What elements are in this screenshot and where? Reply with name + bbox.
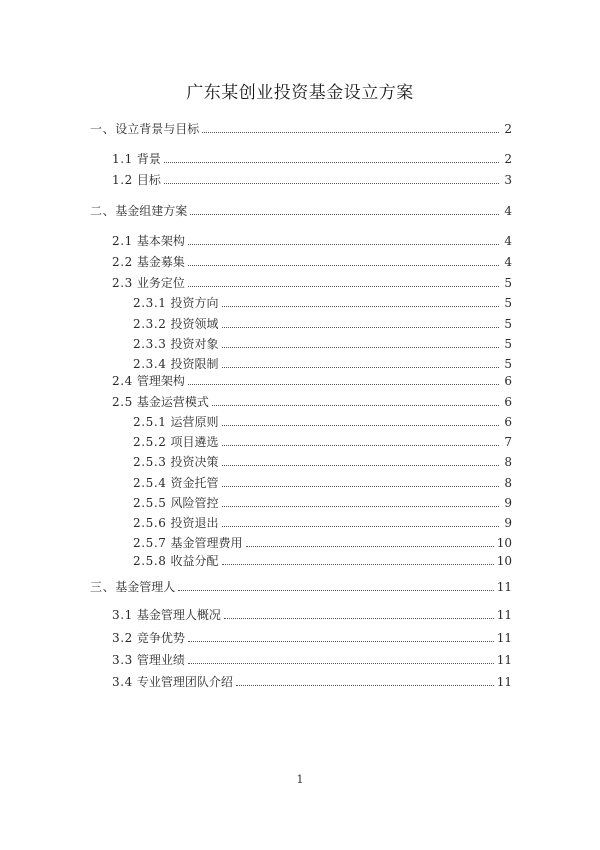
- toc-entry[interactable]: [133, 475, 512, 491]
- toc-dot-leader: [164, 182, 499, 184]
- toc-entry-page: 10: [496, 536, 512, 550]
- toc-entry-number: 1.1: [112, 152, 133, 166]
- toc-entry[interactable]: [133, 454, 512, 470]
- toc-entry-number: 2.5.7: [133, 536, 167, 550]
- toc-entry-page: 5: [504, 337, 512, 351]
- toc-entry[interactable]: [133, 295, 512, 311]
- toc-dot-leader: [236, 684, 494, 686]
- toc-entry[interactable]: [133, 495, 512, 511]
- toc-entry[interactable]: [133, 336, 512, 352]
- toc-dot-leader: [188, 640, 494, 642]
- toc-entry-number: 2.3: [112, 276, 133, 290]
- toc-dot-leader: [222, 485, 499, 487]
- document-title: 广东某创业投资基金设立方案: [186, 83, 414, 103]
- toc-entry[interactable]: [112, 674, 512, 690]
- toc-dot-leader: [188, 383, 499, 385]
- toc-entry-label: 基金管理人概况: [136, 608, 221, 622]
- toc-entry[interactable]: [133, 414, 512, 430]
- toc-dot-leader: [188, 243, 499, 245]
- toc-entry-page: 5: [504, 276, 512, 290]
- toc-entry-page: 5: [504, 296, 512, 310]
- toc-entry-number: 2.3.3: [133, 337, 167, 351]
- toc-entry[interactable]: [133, 316, 512, 332]
- toc-entry[interactable]: [112, 233, 512, 249]
- toc-entry-label: 基金管理人: [115, 580, 176, 594]
- toc-entry-number: 三、: [90, 580, 116, 594]
- toc-dot-leader: [222, 366, 499, 368]
- toc-entry-label: 背景: [136, 152, 161, 166]
- toc-entry[interactable]: [112, 652, 512, 668]
- toc-entry-number: 2.2: [112, 255, 133, 269]
- toc-entry-number: 2.5: [112, 395, 133, 409]
- toc-entry-label: 目标: [136, 173, 161, 187]
- toc-entry[interactable]: [90, 121, 512, 137]
- toc-entry-page: 6: [504, 415, 512, 429]
- toc-entry-number: 2.5.6: [133, 516, 167, 530]
- toc-entry-label: 基金组建方案: [115, 204, 188, 218]
- toc-dot-leader: [222, 563, 494, 565]
- toc-entry-label: 收益分配: [170, 554, 219, 568]
- toc-entry-number: 2.5.3: [133, 455, 167, 469]
- toc-entry-page: 11: [496, 675, 512, 689]
- toc-dot-leader: [222, 305, 499, 307]
- toc-entry-label: 基金募集: [136, 255, 185, 269]
- toc-entry-page: 11: [496, 580, 512, 594]
- toc-entry-label: 风险管控: [170, 496, 219, 510]
- toc-entry-number: 2.5.2: [133, 435, 167, 449]
- toc-entry[interactable]: [112, 373, 512, 389]
- toc-dot-leader: [222, 424, 499, 426]
- toc-dot-leader: [222, 444, 499, 446]
- toc-entry-number: 2.3.4: [133, 357, 167, 371]
- toc-entry-page: 10: [496, 554, 512, 568]
- toc-dot-leader: [222, 525, 499, 527]
- toc-entry-label: 项目遴选: [170, 435, 219, 449]
- toc-dot-leader: [188, 662, 494, 664]
- toc-entry-label: 基金运营模式: [136, 395, 209, 409]
- toc-entry-label: 投资限制: [170, 357, 219, 371]
- toc-entry-number: 3.3: [112, 653, 133, 667]
- toc-entry-number: 2.5.1: [133, 415, 167, 429]
- toc-entry-page: 4: [504, 255, 512, 269]
- toc-entry-label: 竞争优势: [136, 631, 185, 645]
- toc-entry[interactable]: [133, 535, 512, 551]
- toc-entry[interactable]: [133, 515, 512, 531]
- toc-entry-label: 资金托管: [170, 476, 219, 490]
- toc-entry-label: 基金管理费用: [170, 536, 243, 550]
- toc-entry[interactable]: [133, 434, 512, 450]
- toc-entry-number: 2.5.4: [133, 476, 167, 490]
- toc-entry-label: 投资退出: [170, 516, 219, 530]
- toc-entry-page: 4: [504, 234, 512, 248]
- toc-dot-leader: [202, 131, 499, 133]
- toc-entry-number: 2.3.1: [133, 296, 167, 310]
- toc-entry-number: 2.5.5: [133, 496, 167, 510]
- toc-entry[interactable]: [112, 275, 512, 291]
- toc-entry-page: 11: [496, 608, 512, 622]
- toc-dot-leader: [246, 545, 494, 547]
- toc-dot-leader: [188, 285, 499, 287]
- toc-entry-page: 7: [504, 435, 512, 449]
- toc-dot-leader: [222, 346, 499, 348]
- toc-entry[interactable]: [133, 553, 512, 569]
- toc-dot-leader: [222, 505, 499, 507]
- toc-entry[interactable]: [112, 151, 512, 167]
- toc-entry-label: 基本架构: [136, 234, 185, 248]
- toc-entry[interactable]: [112, 630, 512, 646]
- toc-entry[interactable]: [133, 356, 512, 372]
- toc-dot-leader: [190, 213, 499, 215]
- toc-dot-leader: [222, 326, 499, 328]
- toc-entry-page: 5: [504, 317, 512, 331]
- toc-dot-leader: [188, 264, 499, 266]
- toc-entry-label: 投资决策: [170, 455, 219, 469]
- toc-entry-label: 运营原则: [170, 415, 219, 429]
- toc-entry-number: 2.5.8: [133, 554, 167, 568]
- toc-entry-number: 2.3.2: [133, 317, 167, 331]
- toc-entry-page: 4: [504, 204, 512, 218]
- toc-entry-number: 3.2: [112, 631, 133, 645]
- toc-entry-page: 2: [504, 152, 512, 166]
- toc-entry-number: 1.2: [112, 173, 133, 187]
- toc-entry[interactable]: [112, 607, 512, 623]
- toc-dot-leader: [164, 161, 499, 163]
- toc-entry[interactable]: [112, 254, 512, 270]
- toc-entry-label: 业务定位: [136, 276, 185, 290]
- toc-entry-label: 投资领域: [170, 317, 219, 331]
- page-number: 1: [296, 773, 304, 786]
- toc-dot-leader: [224, 617, 494, 619]
- toc-entry-number: 2.1: [112, 234, 133, 248]
- toc-entry-label: 专业管理团队介绍: [136, 675, 233, 689]
- toc-entry-page: 6: [504, 374, 512, 388]
- toc-entry-page: 2: [504, 122, 512, 136]
- toc-entry-page: 6: [504, 395, 512, 409]
- toc-entry-page: 5: [504, 357, 512, 371]
- toc-entry-label: 投资对象: [170, 337, 219, 351]
- toc-entry-page: 8: [504, 455, 512, 469]
- toc-entry-page: 9: [504, 516, 512, 530]
- toc-entry-number: 2.4: [112, 374, 133, 388]
- toc-entry[interactable]: [90, 579, 512, 595]
- toc-entry-page: 9: [504, 496, 512, 510]
- toc-entry-label: 管理架构: [136, 374, 185, 388]
- toc-dot-leader: [178, 589, 494, 591]
- toc-dot-leader: [222, 464, 499, 466]
- toc-entry-number: 3.4: [112, 675, 133, 689]
- toc-entry[interactable]: [112, 394, 512, 410]
- toc-entry-label: 投资方向: [170, 296, 219, 310]
- toc-entry-page: 3: [504, 173, 512, 187]
- toc-dot-leader: [212, 404, 499, 406]
- toc-entry-number: 二、: [90, 204, 116, 218]
- toc-entry-page: 8: [504, 476, 512, 490]
- toc-entry-page: 11: [496, 631, 512, 645]
- toc-entry[interactable]: [90, 203, 512, 219]
- toc-entry-number: 3.1: [112, 608, 133, 622]
- toc-entry[interactable]: [112, 172, 512, 188]
- toc-entry-label: 设立背景与目标: [115, 122, 200, 136]
- toc-entry-number: 一、: [90, 122, 116, 136]
- toc-entry-page: 11: [496, 653, 512, 667]
- toc-entry-label: 管理业绩: [136, 653, 185, 667]
